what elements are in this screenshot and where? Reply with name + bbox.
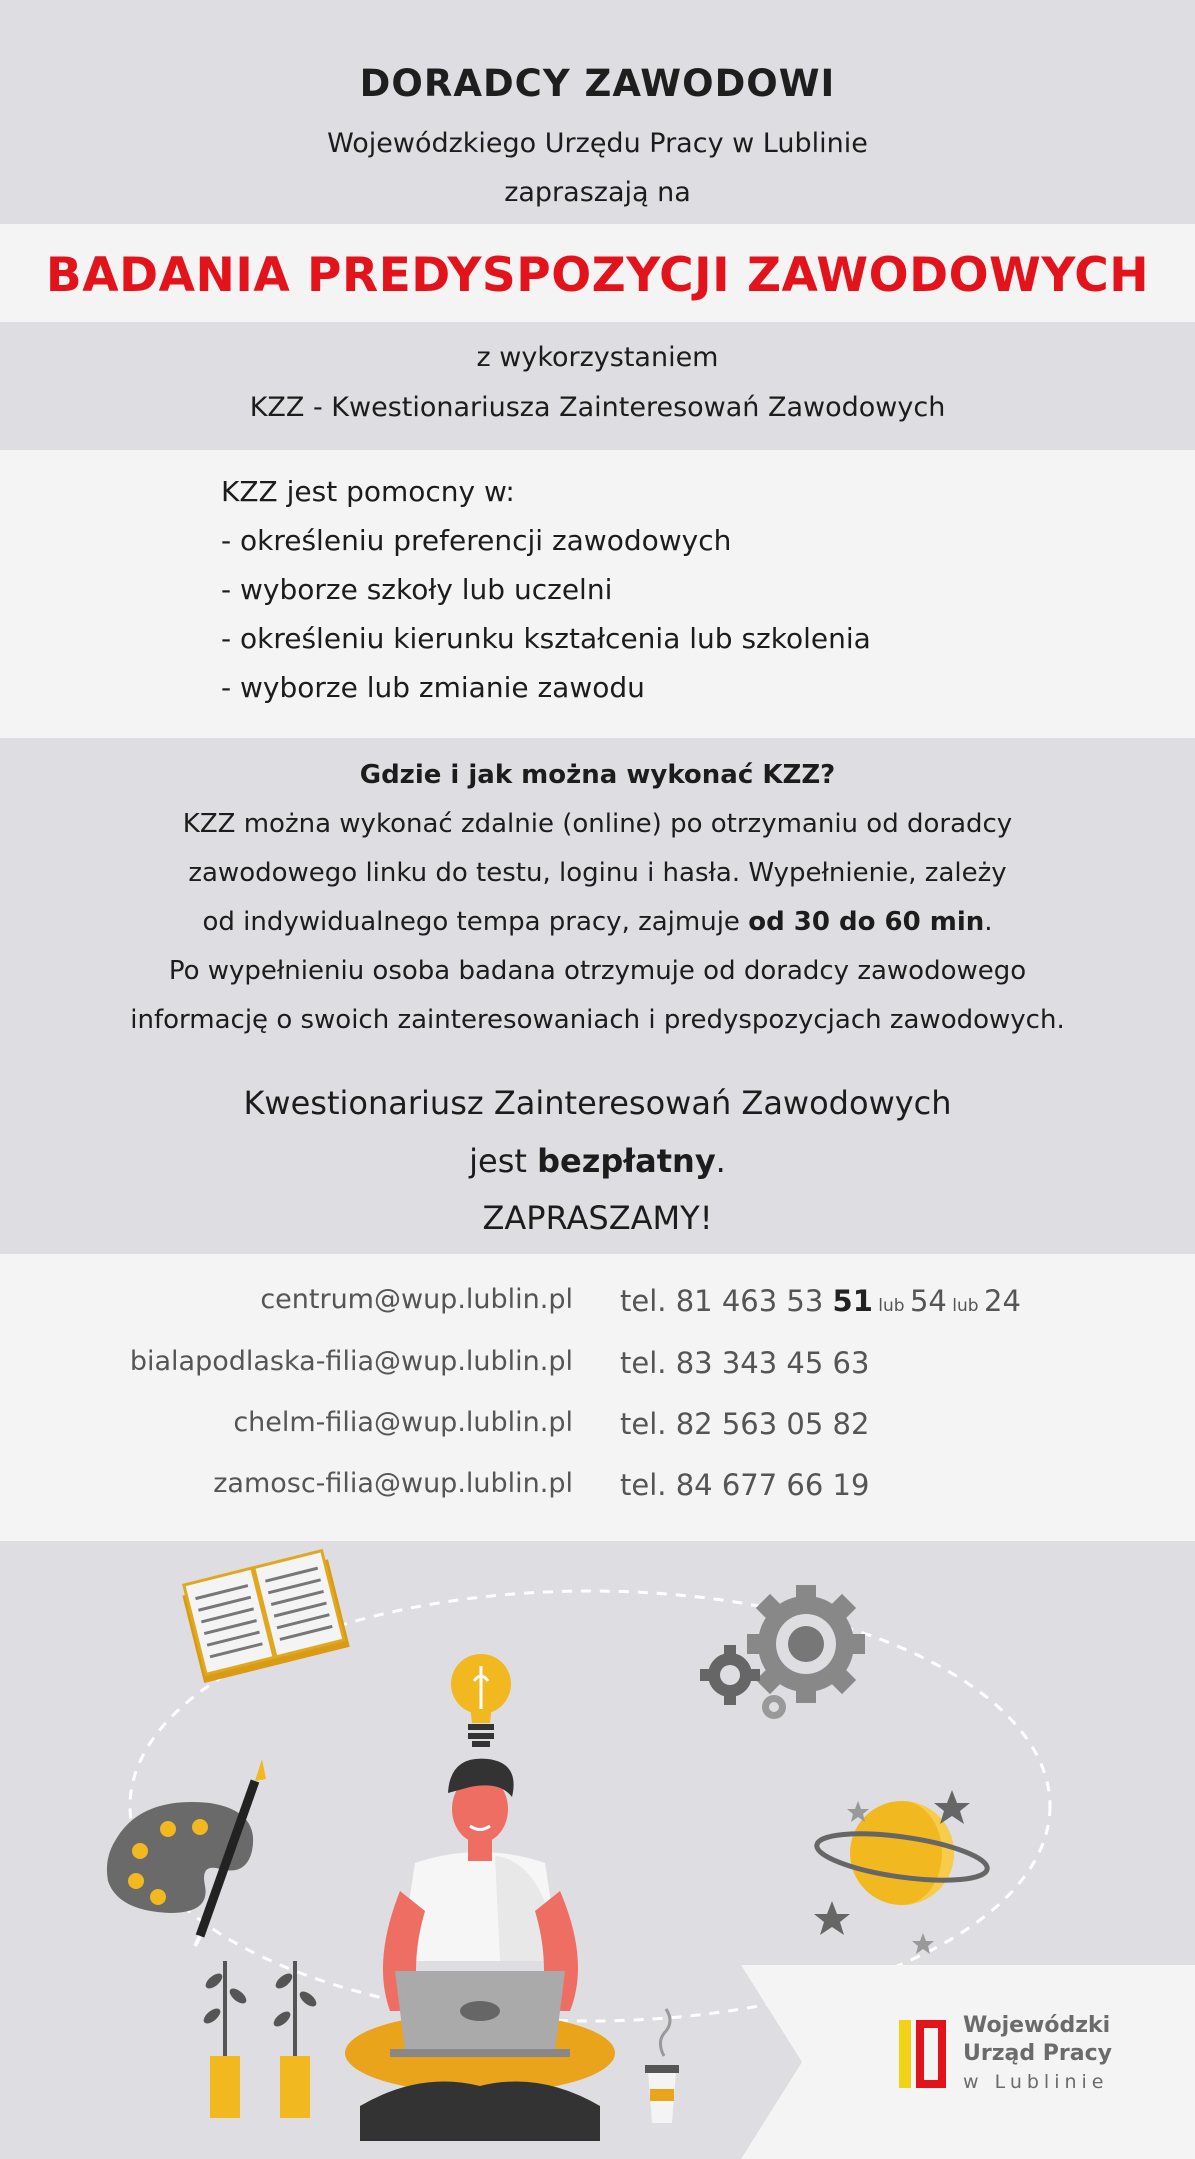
- email-link-bialapodlaska[interactable]: bialapodlaska-filia@wup.lublin.pl: [129, 1346, 573, 1377]
- person-illustration: [345, 1759, 615, 2141]
- info-section: [0, 738, 1195, 1254]
- title-banner: [0, 224, 1195, 322]
- logo-line2: Urząd Pracy: [963, 2041, 1112, 2066]
- info-line4: Po wypełnieniu osoba badana otrzymuje od doradcy zawodowego: [168, 956, 1027, 986]
- illustration-section: [0, 1541, 1195, 2159]
- free-line2: jest bezpłatny.: [469, 1142, 726, 1180]
- info-question: Gdzie i jak można wykonać KZZ?: [359, 760, 836, 790]
- contact-row: [0, 1407, 1195, 1457]
- wup-logo-icon: [899, 2020, 946, 2088]
- subheader-line1: z wykorzystaniem: [476, 342, 719, 373]
- book-icon: [180, 1550, 350, 1683]
- info-line5: informację o swoich zainteresowaniach i predyspozycjach zawodowych.: [130, 1005, 1065, 1035]
- contact-row: [0, 1468, 1195, 1518]
- header-subtitle: Wojewódzkiego Urzędu Pracy w Lublinie: [327, 128, 868, 159]
- helps-section: [0, 450, 1195, 738]
- wup-logo-text: [963, 2012, 1112, 2096]
- list-item: - wyborze lub zmianie zawodu: [221, 671, 645, 704]
- contacts-section: [0, 1254, 1195, 1541]
- contact-row: [0, 1284, 1195, 1334]
- planet-icon: [814, 1801, 990, 1905]
- coffee-cup-icon: [645, 2009, 679, 2123]
- free-line1: Kwestionariusz Zainteresowań Zawodowych: [243, 1084, 952, 1122]
- contact-row: [0, 1346, 1195, 1396]
- banner-title: BADANIA PREDYSPOZYCJI ZAWODOWYCH: [45, 248, 1150, 303]
- list-item: - wyborze szkoły lub uczelni: [221, 573, 613, 606]
- list-item: - określeniu kierunku kształcenia lub szkolenia: [221, 622, 871, 655]
- header-invite: zapraszają na: [504, 177, 691, 208]
- email-link-centrum[interactable]: centrum@wup.lublin.pl: [260, 1284, 573, 1315]
- email-link-zamosc[interactable]: zamosc-filia@wup.lublin.pl: [213, 1468, 573, 1499]
- phone-bialapodlaska[interactable]: tel. 83 343 45 63: [620, 1346, 870, 1380]
- subheader-line2: KZZ - Kwestionariusza Zainteresowań Zawodowych: [249, 392, 946, 423]
- phone-centrum[interactable]: tel. 81 463 53 51 lub 54 lub 24: [620, 1284, 1021, 1318]
- gears-icon: [700, 1585, 865, 1719]
- palette-icon: [107, 1759, 266, 1946]
- subheader-section: [0, 322, 1195, 450]
- helps-list: [221, 467, 871, 712]
- header-title: DORADCY ZAWODOWI: [359, 62, 836, 105]
- cta-text: ZAPRASZAMY!: [482, 1199, 713, 1237]
- lightbulb-icon: [451, 1654, 511, 1747]
- plant-icon: [201, 1961, 319, 2118]
- helps-intro: KZZ jest pomocny w:: [221, 475, 515, 508]
- phone-zamosc[interactable]: tel. 84 677 66 19: [620, 1468, 870, 1502]
- list-item: - określeniu preferencji zawodowych: [221, 524, 732, 557]
- phone-chelm[interactable]: tel. 82 563 05 82: [620, 1407, 870, 1441]
- logo-line1: Wojewódzki: [963, 2013, 1111, 2038]
- info-line2: zawodowego linku do testu, loginu i hasła. Wypełnienie, zależy: [188, 858, 1007, 888]
- duration-highlight: od 30 do 60 min: [748, 907, 985, 937]
- logo-line3: w Lublinie: [963, 2071, 1109, 2093]
- free-highlight: bezpłatny: [537, 1142, 716, 1180]
- info-line1: KZZ można wykonać zdalnie (online) po otrzymaniu od doradcy: [182, 809, 1013, 839]
- info-line3: od indywidualnego tempa pracy, zajmuje od 30 do 60 min.: [202, 907, 993, 937]
- header-section: [0, 0, 1195, 224]
- email-link-chelm[interactable]: chelm-filia@wup.lublin.pl: [233, 1407, 573, 1438]
